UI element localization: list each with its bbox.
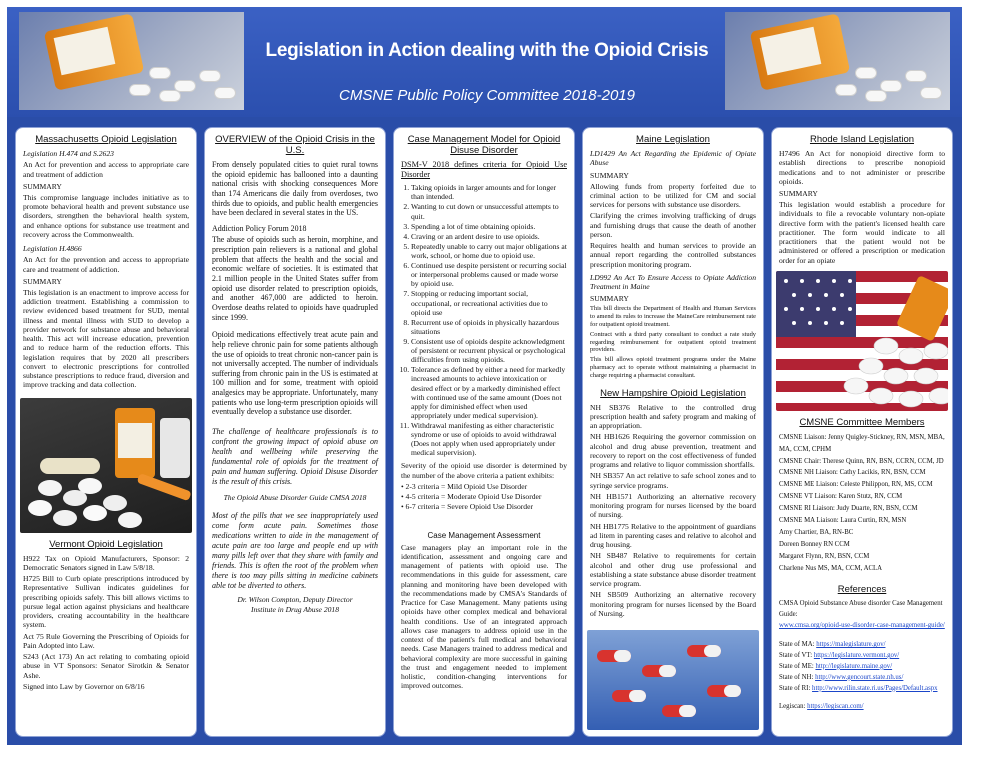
me-sum2c: This bill allows opioid treatment programs under the Maine pharmacy act to operate without maintaining a pharmacist in charge requiring a pharmacist consultant. [590,356,756,379]
guide-citation: The Opioid Abuse Disorder Guide CMSA 2018 [223,493,367,503]
criteria-item: 10. Tolerance as defined by either a need for markedly increased amounts to achieve intoxication or desired effect or by a markedly diminished effect with continued use of the same amount (Does not apply for diminished effect when used appropriately under medical supervision). [411,365,567,420]
nh-item: NH SB376 Relative to the controlled drug prescription health and safety program and making of an appropriation. [590,402,756,431]
criteria-item: 6. Continued use despite persistent or recurring social or interpersonal problems caused or made worse by opioid use. [411,261,567,288]
ma-summary2: This legislation is an enactment to improve access for addiction treatment. Establishing a commission to review evidenced based treatment for SUD, mental illness and mental illness with SUD to develop a provider network for substance abuse and behavioral health. This act will increase education, prevention and to reduce harm of the reduction efforts. This legislation requires that by 2020 all prescribers convert to electronic prescriptions for controlled substance prescriptions to reduce fraud, diversion and improve tracking and data collection. [23,287,189,390]
ref-state-link[interactable]: http://www.rilin.state.ri.us/Pages/Default.aspx [812,684,938,692]
poster-title: Legislation in Action dealing with the Opioid Crisis [265,40,709,61]
overview-heading: OVERVIEW of the Opioid Crisis in the U.S. [215,134,375,156]
panel-case-management [393,127,575,737]
criteria-item: 7. Stopping or reducing important social, occupational, or recreational activities due to opioid use [411,289,567,316]
me-sum1-label: SUMMARY [590,170,629,180]
ref-state-link[interactable]: http://www.gencourt.state.nh.us/ [815,673,904,681]
severity-intro: Severity of the opioid use disorder is determined by the number of the above criteria a patient exhibits: [401,461,567,480]
pills-syringe-photo [20,398,192,533]
me-sum2a: This bill directs the Department of Health and Human Services to amend its rules to increase the MaineCare reimbursement rate for outpatient opioid treatment. [590,305,756,328]
vt-item: H922 Tax on Opioid Manufacturers, Sponsor: 2 Democratic Senators signed in Law 5/8/18. [23,553,189,572]
pill-bottle-photo-right [725,12,950,110]
members-list [779,432,945,575]
capsules-photo [587,630,759,730]
ma-bill1-title: Legislation H.474 and S.2623 [23,149,114,158]
poster-background [7,7,962,745]
criteria-item: 5. Repeatedly unable to carry out major obligations at work, school, or home due to opioid use. [411,242,567,260]
legiscan-link[interactable]: https://legiscan.com/ [807,703,864,711]
references-intro: CMSA Opioid Substance Abuse disorder Case Management Guide: [779,600,943,619]
member-item: Amy Chartier, BA, RN-BC [779,528,854,536]
dsm-heading: DSM-V 2018 defines criteria for Opioid Use Disorder [401,160,567,180]
me-heading: Maine Legislation [636,134,710,145]
ri-heading: Rhode Island Legislation [809,134,915,145]
overview-p4: The challenge of healthcare professionals is to confront the growing impact of opioid abuse on health and wellbeing while preserving the fundamental role of opioids for the treatment of pain and human suffering. Opioid Disuse Disorder is the result of this crisis. [212,427,378,487]
vt-item: Act 75 Rule Governing the Prescribing of Opioids for Pain Adopted into Law. [23,631,189,650]
panel-overview [204,127,386,737]
me-ld1: LD1429 An Act Regarding the Epidemic of Opiate Abuse [590,149,756,168]
ref-state-link[interactable]: https://malegislature.gov/ [816,641,886,649]
panel-me-nh [582,127,764,737]
ri-summary: This legislation would establish a procedure for individuals to file a revocable voluntary non-opiate directive form with the patient's licensed health care practitioner. The form would indicate to all practitioners that the patient would not be administered or offered a prescription or medication order for an opiate [779,200,945,265]
member-item: CMSNE RI Liaison: Judy Duarte, RN, BSN, CCM [779,505,918,513]
member-item: Charlene Nus MS, MA, CCM, ACLA [779,564,883,572]
nh-item: NH HB1626 Requiring the governor commission on alcohol and drug abuse prevention, treatment and recovery to report on the cost effectiveness of funded programs and relative to liquor commission shortfalls. [590,432,756,470]
vt-item: Signed into Law by Governor on 6/8/16 [23,681,145,691]
flag-pills-photo [776,271,948,411]
severity-item: • 4-5 criteria = Moderate Opioid Use Disorder [401,492,542,502]
signature-org: Institute in Drug Abuse 2018 [250,604,340,614]
criteria-item: 11. Withdrawal manifesting as either characteristic syndrome or use of opioids to avoid withdrawal (Does not apply when used appropriately under medical supervision). [411,421,567,457]
references-heading: References [837,584,887,596]
criteria-item: 2. Wanting to cut down or unsuccessful attempts to quit. [411,202,567,220]
member-item: CMSNE NH Liaison: Cathy Lacikis, RN, BSN, CCM [779,469,926,477]
ma-summary1: This compromise language includes initiative as to promote behavioral health and prevent substance use disorders, strengthen the behavioral health system, and enhance options for substance use treatment and recovery across the Commonwealth. [23,192,189,239]
severity-list [401,482,567,513]
member-item: Margaret Flynn, RN, BSN, CCM [779,552,870,560]
ri-summary-label: SUMMARY [779,189,818,198]
criteria-item: 4. Craving or an ardent desire to use opioids. [411,232,567,241]
criteria-item: 1. Taking opioids in larger amounts and for longer than intended. [411,183,567,201]
nh-item: NH SB487 Relative to requirements for certain alcohol and other drug use professional and establishing a state substance abuse disorder treatment service program. [590,551,756,589]
signature-name: Dr. Wilson Compton, Deputy Director [237,594,353,604]
members-heading: CMSNE Committee Members [799,416,925,428]
ma-summary2-label: SUMMARY [23,276,62,286]
member-item: CMSNE VT Liaison: Karen Stutz, RN, CCM [779,493,903,501]
ref-state-link[interactable]: https://legislature.vermont.gov/ [813,651,900,659]
ref-state-label: State of VT: [779,651,813,659]
nh-item: NH SB509 Authorizing an alternative recovery monitoring program for nurses licensed by the Board of Nursing. [590,590,756,618]
forum-citation: Addiction Policy Forum 2018 [212,223,307,233]
cm-assessment-text: Case managers play an important role in the identification, assessment and ongoing care and management of patients with opioid use. The recommendations in this guide for assessment, care planning and monitoring have been developed with the recommendations made by CMSA's Standards of Practice for Case Management. Many patients using opioids have other complex medical and behavioral health conditions. Use of an integrated approach allows case managers to address opioid use in the context of the patient's full medical and behavioral needs. Case Managers trained to address medical and behavioral complexity are more successful in gaining the trust and engagement needed to implement holistic, condition-changing interventions for improved outcomes. [401,542,567,691]
member-item: CMSNE MA Liaison: Laura Curtin, RN, MSN [779,516,907,524]
overview-p3: Opioid medications effectively treat acute pain and help relieve chronic pain for some patients although the use of opioids to treat chronic non-cancer pain is not universally accepted. The number of individuals suffering from chronic pain in the US is estimated at 100 million and for some, treatment with opioid analgesics may be appropriate. Unfortunately, many patients who use long-term prescription opioids will eventually develop a substance use disorder. [212,330,378,417]
nh-item: NH HB1775 Relative to the appointment of guardians ad litem in parenting cases and relative to alcohol and drug housing. [590,521,756,550]
me-ld2: LD992 An Act To Ensure Access to Opiate Addiction Treatment in Maine [590,272,756,291]
me-sum1b: Clarifying the crimes involving trafficking of drugs and furnishing drugs that cause the death of another person. [590,211,756,239]
ma-summary1-label: SUMMARY [23,181,62,191]
ma-bill2-text: An Act for the prevention and access to appropriate care and treatment of addiction. [23,255,189,274]
criteria-list [401,183,567,457]
criteria-item: 9. Consistent use of opioids despite acknowledgment of persistent or recurrent physical or psychological difficulties from using opioids. [411,337,567,364]
me-sum2-label: SUMMARY [590,294,629,304]
criteria-item: 8. Recurrent use of opioids in physically hazardous situations [411,318,567,336]
ref-state-label: State of RI: [779,684,811,692]
severity-item: • 2-3 criteria = Mild Opioid Use Disorder [401,481,528,491]
panel-ma-vt [15,127,197,737]
me-sum2b: Contract with a third party consultant to conduct a rate study regarding reimbursement for outpatient opioid treatment providers. [590,330,756,354]
vt-heading: Vermont Opioid Legislation [49,538,163,550]
member-item: CMSNE ME Liaison: Celeste Philippon, RN, MS, CCM [779,481,933,489]
member-item: Doreen Bonney RN CCM [779,540,850,548]
ma-bill2-title: Legislation H.4866 [23,244,82,253]
poster-subtitle: CMSNE Public Policy Committee 2018-2019 [339,87,635,104]
ref-state-label: State of ME: [779,662,814,670]
cm-assessment-heading: Case Management Assessment [427,530,541,540]
references-list [779,599,945,713]
panel-ri-members [771,127,953,737]
severity-item: • 6-7 criteria = Severe Opioid Use Disorder [401,502,533,512]
ri-h7496: H7496 An Act for nonopioid directive form to establish directions to prescribe nonopioid medications and to not administer or prescribe opioids. [779,149,945,186]
overview-p1: From densely populated cities to quiet rural towns the opioid epidemic has ballooned into a daunting national crisis with shocking consequences More than 174 Americans die daily from overdoses, two thirds due to opioids, and public health emergencies have been declared in several states in the US. [212,160,378,218]
me-sum1c: Requires health and human services to provide an annual report regarding the controlled substances prescription monitoring program. [590,241,756,269]
member-item: CMSNE Chair: Therese Quinn, RN, BSN, CCRN, CCM, JD [779,457,944,465]
ref-state-label: State of NH: [779,673,814,681]
legiscan-label: Legiscan: [779,703,806,711]
me-sum1a: Allowing funds from property forfeited due to criminal action to be utilized for CM and social services for persons with substance use disorders. [590,181,756,209]
pill-bottle-photo-left [19,12,244,110]
cmsa-guide-link[interactable]: www.cmsa.org/opioid-use-disorder-case-management-guide/ [779,622,945,630]
nh-item: NH SB357 An act relative to safe school zones and to syringe service programs. [590,471,756,490]
ref-state-label: State of MA: [779,641,815,649]
poster-header [7,7,962,117]
ref-state-link[interactable]: http://legislature.maine.gov/ [815,662,893,670]
member-item: CMSNE Liaison: Jenny Quigley-Stickney, RN, MSN, MBA, MA, CCM, CPHM [779,433,945,453]
case-mgmt-heading: Case Management Model for Opioid Disuse Disorder [407,134,561,156]
overview-p5: Most of the pills that we see inappropriately used come form acute pain. Sometimes those medications written to aide in the management of acute pain are too large and people end up with many pills left over that they share with family and friends. This is often the root of the problem when there is too may pills sitting in medicine cabinets able tot be diverted to others. [212,510,378,590]
criteria-item: 3. Spending a lot of time obtaining opioids. [411,222,567,231]
nh-heading: New Hampshire Opioid Legislation [600,387,746,399]
ma-heading: Massachusetts Opioid Legislation [35,134,177,145]
vt-item: H725 Bill to Curb opiate prescriptions introduced by Representative Sullivan indicates guidelines for prescribing opioids safely. This bill allows victims to pursue legal action against physicians and healthcare providers, creating accountability in the healthcare system. [23,574,189,630]
ma-bill1-text: An Act for prevention and access to appropriate care and treatment of addiction [23,160,189,179]
overview-p2: The abuse of opioids such as heroin, morphine, and prescription pain relievers is a national and global problem that affects the health and the social and economic welfare of societies. It is estimated that 2.1 million people in the United States suffer from opioid use disorder related to prescription opioids, and another 467,000 are addicted to heroin. Overdose deaths related to opioids have quadrupled since 1999. [212,235,378,322]
vt-item: S243 (Act 173) An act relating to combating opioid abuse in VT Sponsors: Senator Sirotkin & Senator Ashe. [23,652,189,680]
nh-item: NH HB1571 Authorizing an alternative recovery monitoring program for nurses licensed by the board of nursing. [590,491,756,520]
